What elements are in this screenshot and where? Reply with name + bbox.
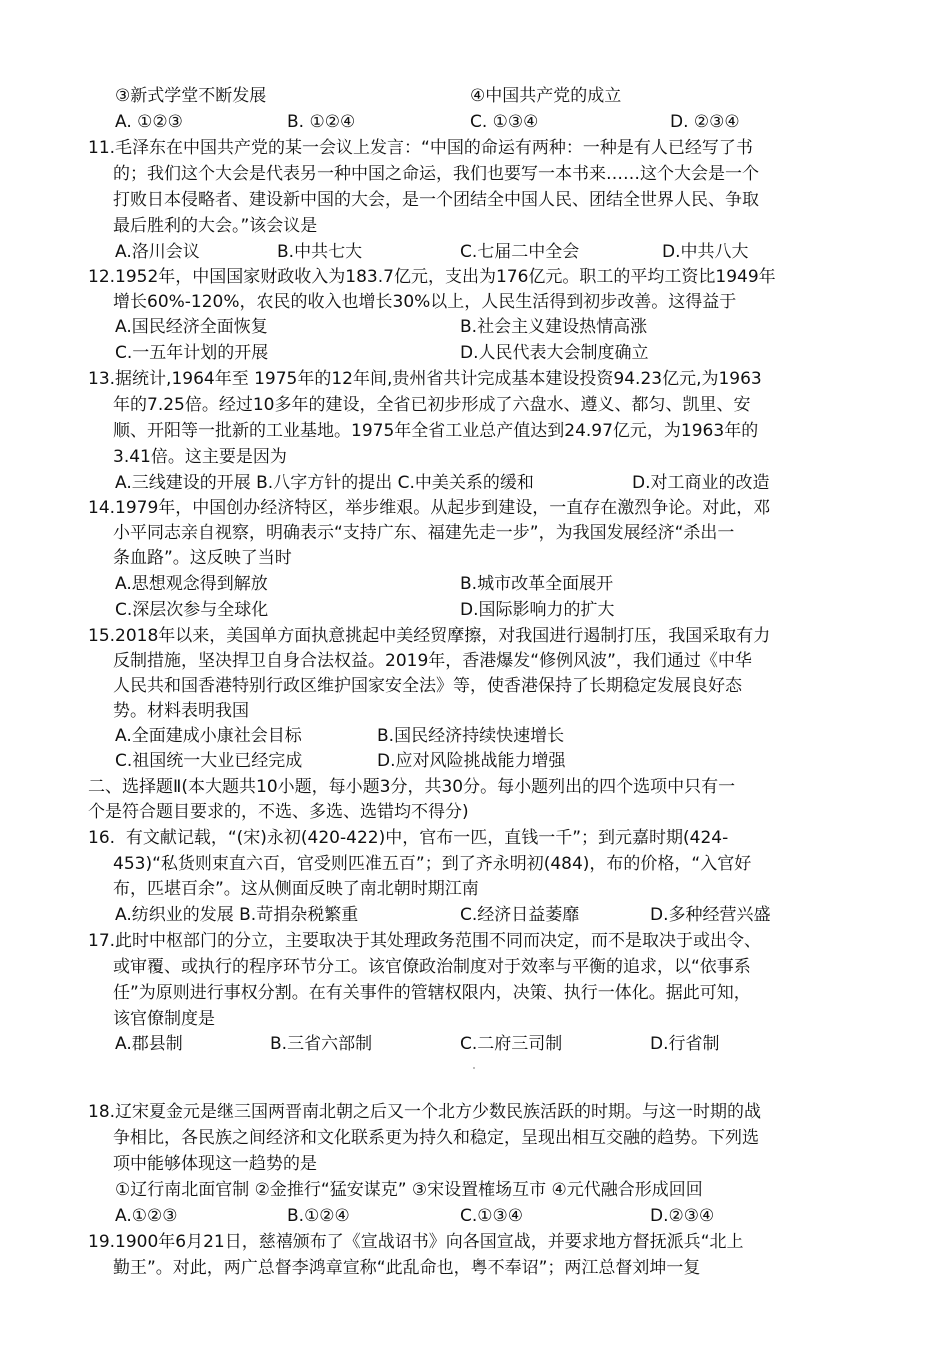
question-line: 布，匹堪百余”。这从侧面反映了南北朝时期江南 bbox=[113, 879, 479, 899]
option-line bbox=[115, 723, 565, 749]
option-text: C.七届二中全会 bbox=[460, 242, 580, 262]
option-line bbox=[115, 109, 740, 135]
option-line bbox=[115, 597, 615, 623]
option-text: A.三线建设的开展 B.八字方针的提出 C.中美关系的缓和 bbox=[115, 473, 534, 493]
option-text: C.①③④ bbox=[460, 1206, 523, 1226]
option-text: B.国民经济持续快速增长 bbox=[377, 726, 565, 746]
option-text: D.中共八大 bbox=[662, 242, 749, 262]
question-line: 反制措施，坚决捍卫自身合法权益。2019年，香港爆发“修例风波”，我们通过《中华 bbox=[113, 651, 752, 671]
option-text: A. ①②③ bbox=[115, 112, 183, 132]
question-line: 3.41倍。这主要是因为 bbox=[113, 447, 287, 467]
option-text: B.城市改革全面展开 bbox=[460, 574, 614, 594]
option-text: C.祖国统一大业已经完成 bbox=[115, 751, 303, 771]
question-line: 势。材料表明我国 bbox=[113, 701, 249, 721]
question-line: 勤王”。对此，两广总督李鸿章宣称“此乱命也，粤不奉诏”；两江总督刘坤一复 bbox=[113, 1258, 701, 1278]
section-heading: 个是符合题目要求的，不选、多选、选错均不得分) bbox=[88, 802, 469, 822]
option-text: B. ①②④ bbox=[287, 112, 356, 132]
option-text: A.思想观念得到解放 bbox=[115, 574, 268, 594]
option-line bbox=[115, 239, 749, 265]
section-heading: 二、选择题Ⅱ(本大题共10小题，每小题3分，共30分。每小题列出的四个选项中只有一 bbox=[88, 777, 736, 797]
option-text: A.全面建成小康社会目标 bbox=[115, 726, 302, 746]
question-line: 项中能够体现这一趋势的是 bbox=[113, 1154, 317, 1174]
option-line bbox=[115, 1031, 720, 1057]
option-text: C.经济日益萎靡 bbox=[460, 905, 580, 925]
question-line: 15.2018年以来，美国单方面执意挑起中美经贸摩擦，对我国进行遏制打压，我国采取有力 bbox=[88, 626, 771, 646]
option-text: D.对工商业的改造 bbox=[632, 473, 770, 493]
question-line: 19.1900年6月21日，慈禧颁布了《宣战诏书》向各国宣战，并要求地方督抚派兵“北上 bbox=[88, 1232, 744, 1252]
question-line: 16. 有文献记载，“(宋)永初(420-422)中，官布一匹，直钱一千”；到元嘉时期(424- bbox=[88, 828, 729, 848]
option-text: D. ②③④ bbox=[670, 112, 740, 132]
option-line bbox=[115, 340, 649, 366]
option-text: D.国际影响力的扩大 bbox=[460, 600, 615, 620]
question-line: 12.1952年，中国国家财政收入为183.7亿元，支出为176亿元。职工的平均工资比1949年 bbox=[88, 267, 776, 287]
question-line: 11.毛泽东在中国共产党的某一会议上发言：“中国的命运有两种：一种是有人已经写了书 bbox=[88, 138, 753, 158]
option-text: ④中国共产党的成立 bbox=[470, 86, 622, 106]
option-text: A.国民经济全面恢复 bbox=[115, 317, 268, 337]
option-line bbox=[115, 902, 771, 928]
option-line bbox=[115, 748, 566, 774]
question-line: 的；我们这个大会是代表另一种中国之命运，我们也要写一本书来……这个大会是一个 bbox=[113, 164, 759, 184]
option-text: A.①②③ bbox=[115, 1206, 178, 1226]
question-line: 人民共和国香港特别行政区维护国家安全法》等，使香港保持了长期稳定发展良好态 bbox=[113, 676, 742, 696]
option-text: C.一五年计划的开展 bbox=[115, 343, 269, 363]
option-line bbox=[115, 1203, 715, 1229]
option-text: B.三省六部制 bbox=[270, 1034, 373, 1054]
option-text: D.多种经营兴盛 bbox=[650, 905, 771, 925]
option-text: B.①②④ bbox=[287, 1206, 350, 1226]
question-line: 该官僚制度是 bbox=[113, 1009, 215, 1029]
option-text: ③新式学堂不断发展 bbox=[115, 86, 267, 106]
option-text: A.纺织业的发展 B.苛捐杂税繁重 bbox=[115, 905, 359, 925]
scan-speck bbox=[473, 1067, 475, 1069]
option-line bbox=[115, 571, 614, 597]
option-text: D.人民代表大会制度确立 bbox=[460, 343, 649, 363]
question-line: 最后胜利的大会。”该会议是 bbox=[113, 216, 318, 236]
question-line: 顺、开阳等一批新的工业基地。1975年全省工业总产值达到24.97亿元，为1963年的 bbox=[113, 421, 759, 441]
question-line: 13.据统计,1964年至 1975年的12年间,贵州省共计完成基本建设投资94.23亿元,为1963 bbox=[88, 369, 762, 389]
question-line: 任”为原则进行事权分割。在有关事件的管辖权限内，决策、执行一体化。据此可知， bbox=[113, 983, 751, 1003]
option-text: C.二府三司制 bbox=[460, 1034, 563, 1054]
option-text: A.郡县制 bbox=[115, 1034, 183, 1054]
question-line: 18.辽宋夏金元是继三国两晋南北朝之后又一个北方少数民族活跃的时期。与这一时期的战 bbox=[88, 1102, 762, 1122]
question-line: 17.此时中枢部门的分立，主要取决于其处理政务范围不同而决定，而不是取决于或出令、 bbox=[88, 931, 762, 951]
question-line: 或审覆、或执行的程序环节分工。该官僚政治制度对于效率与平衡的追求，以“依事系 bbox=[113, 957, 751, 977]
question-line: 争相比，各民族之间经济和文化联系更为持久和稳定，呈现出相互交融的趋势。下列选 bbox=[113, 1128, 759, 1148]
question-line: 453)“私货则束直六百，官受则匹准五百”；到了齐永明初(484)，布的价格，“入官好 bbox=[113, 854, 752, 874]
option-line bbox=[115, 83, 622, 109]
question-line: 条血路”。这反映了当时 bbox=[113, 548, 292, 568]
option-text: D.②③④ bbox=[650, 1206, 715, 1226]
question-line: 年的7.25倍。经过10多年的建设，全省已初步形成了六盘水、遵义、都匀、凯里、安 bbox=[113, 395, 751, 415]
option-line bbox=[115, 314, 648, 340]
option-text: D.应对风险挑战能力增强 bbox=[377, 751, 566, 771]
question-line: 打败日本侵略者、建设新中国的大会，是一个团结全中国人民、团结全世界人民、争取 bbox=[113, 190, 759, 210]
question-line: 小平同志亲自视察，明确表示“支持广东、福建先走一步”，为我国发展经济“杀出一 bbox=[113, 523, 735, 543]
question-line: 增长60%-120%，农民的收入也增长30%以上，人民生活得到初步改善。这得益于 bbox=[113, 292, 737, 312]
option-text: B.社会主义建设热情高涨 bbox=[460, 317, 648, 337]
question-line: 14.1979年，中国创办经济特区，举步维艰。从起步到建设，一直存在激烈争论。对此，邓 bbox=[88, 498, 771, 518]
option-line bbox=[115, 470, 770, 496]
option-text: B.中共七大 bbox=[277, 242, 363, 262]
option-text: C.深层次参与全球化 bbox=[115, 600, 269, 620]
option-text: A.洛川会议 bbox=[115, 242, 200, 262]
option-line bbox=[115, 1177, 703, 1203]
option-text: ①辽行南北面官制 ②金推行“猛安谋克” ③宋设置榷场互市 ④元代融合形成回回 bbox=[115, 1180, 703, 1200]
option-text: D.行省制 bbox=[650, 1034, 720, 1054]
option-text: C. ①③④ bbox=[470, 112, 539, 132]
